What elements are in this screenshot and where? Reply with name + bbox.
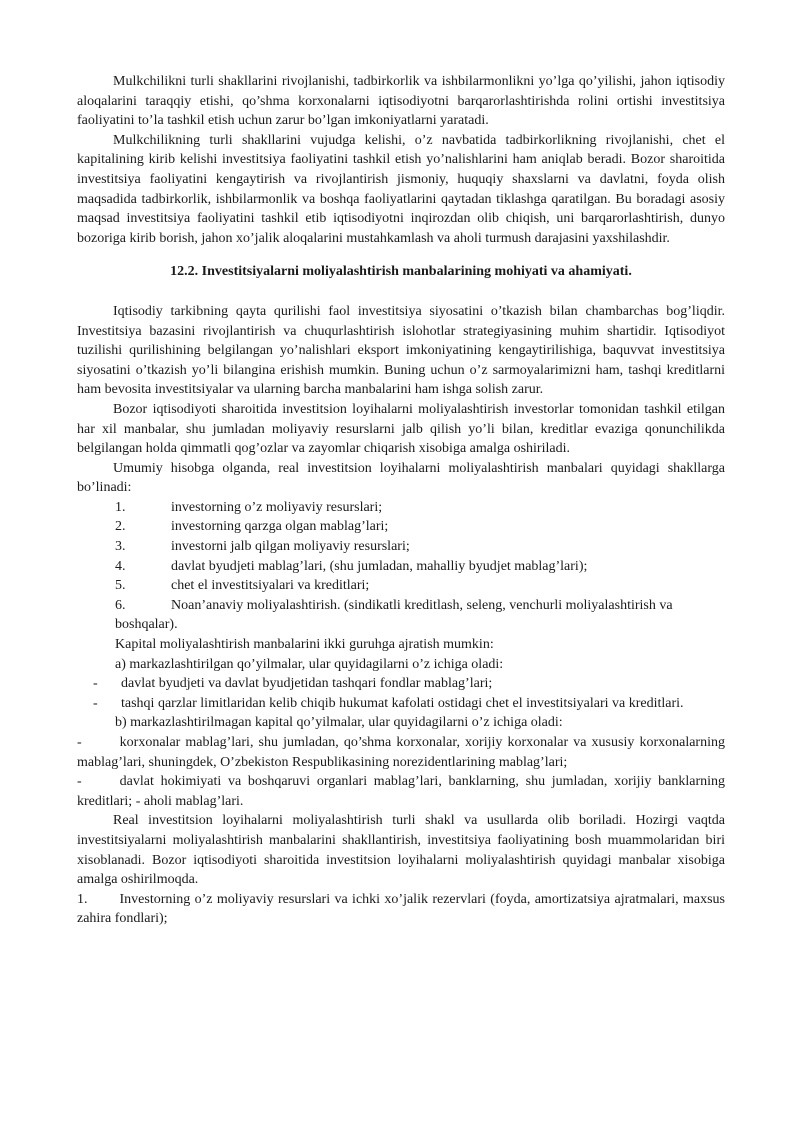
list-item: 5. chet el investitsiyalari va kreditlari;	[115, 578, 370, 594]
document-page	[77, 72, 725, 929]
list-item: - davlat byudjeti va davlat byudjetidan tashqari fondlar mablag’lari;	[93, 676, 493, 692]
paragraph-7: a) markazlashtirilgan qo’yilmalar, ular quyidagilarni o’z ichiga oladi:	[115, 656, 504, 672]
list-item: 2. investorning qarzga olgan mablag’lari;	[115, 519, 389, 535]
paragraph-6: Kapital moliyalashtirish manbalarini ikki guruhga ajratish mumkin:	[115, 637, 494, 653]
centralized-list	[77, 674, 725, 713]
list-item: - korxonalar mablag’lari, shu jumladan, qo’shma korxonalar, xorijiy korxonalar va xususiy korxonalarning mablag’lari, shuningdek, O’zbekiston Respublikasining norezidentlarining mablag’lari;	[77, 735, 725, 770]
financing-sources-list	[77, 498, 725, 635]
list-item: - tashqi qarzlar limitlaridan kelib chiqib hukumat kafolati ostidagi chet el investitsiyalari va kreditlari.	[93, 695, 684, 711]
list-item: 1. investorning o’z moliyaviy resurslari;	[115, 499, 383, 515]
list-item: 3. investorni jalb qilgan moliyaviy resurslari;	[115, 539, 410, 555]
decentralized-list	[77, 733, 725, 811]
paragraph-9: Real investitsion loyihalarni moliyalashtirish turli shakl va usullarda olib boriladi. Hozirgi vaqtda investitsiyalarni moliyalashtirish manbalarini shakllantirish, investitsiya faoliyatining bosh muammolaridan biri xisoblanadi. Bozor iqtisodiyoti sharoitida investitsion loyihalarni moliyalashtirish quyidagi manbalar xisobiga amalga oshirilmoqda.	[77, 813, 725, 888]
paragraph-1: Mulkchilikni turli shakllarini rivojlanishi, tadbirkorlik va ishbilarmonlikni yo’lga qo’yilishi, jahon iqtisodiy aloqalarini taraqqiy etishi, qo’shma korxonalarni iqtisodiyotni barqarorlashtirishda rolini ortishi investitsiya faoliyatini to’la tashkil etish uchun zarur bo’lgan imkoniyatlarni yaratadi.	[77, 74, 725, 129]
paragraph-3: Iqtisodiy tarkibning qayta qurilishi faol investitsiya siyosatini o’tkazish bilan chambarchas bog’liqdir. Investitsiya bazasini rivojlantirish va chuqurlashtirish islohotlar strategiyasining muhim shartidir. Iqtisodiyot tuzilishi qurilishining belgilangan yo’nalishlari eksport imkoniyatining kengaytirilishiga, baquvvat investitsiya siyosatini o’tkazish yo’li bilangina erishish mumkin. Buning uchun o’z sarmoyalarimizni ham, tashqi kreditlarni ham bevosita investitsiyalar va ularning barcha manbalarini ham ishga solish zarur.	[77, 303, 725, 398]
list-item: 4. davlat byudjeti mablag’lari, (shu jumladan, mahalliy byudjet mablag’lari);	[115, 558, 588, 574]
list-item: 6. Noan’anaviy moliyalashtirish. (sindikatli kreditlash, seleng, venchurli moliyalashtirish va boshqalar).	[115, 597, 673, 633]
list-item: - davlat hokimiyati va boshqaruvi organlari mablag’lari, banklarning, shu jumladan, xorijiy banklarning kreditlari; - aholi mablag’lari.	[77, 774, 725, 809]
paragraph-5: Umumiy hisobga olganda, real investitsion loyihalarni moliyalashtirish manbalari quyidagi shakllarga bo’linadi:	[77, 460, 725, 496]
section-heading: 12.2. Investitsiyalarni moliyalashtirish manbalarining mohiyati va ahamiyati.	[170, 264, 632, 280]
paragraph-4: Bozor iqtisodiyoti sharoitida investitsion loyihalarni moliyalashtirish investorlar tomonidan tashkil etilgan har xil manbalar, shu jumladan moliyaviy resurslarni jalb qilish yo’li bilan, kreditlar evaziga qonunchilikda belgilangan holda qimmatli qog’ozlar va zayomlar chiqarish xisobiga amalga oshiriladi.	[77, 401, 725, 457]
paragraph-8: b) markazlashtirilmagan kapital qo’yilmalar, ular quyidagilarni o’z ichiga oladi:	[115, 715, 563, 731]
paragraph-2: Mulkchilikning turli shakllarini vujudga kelishi, o’z navbatida tadbirkorlikning rivojlanishi, chet el kapitalining kirib kelishi investitsiya faoliyatini tashkil etish yo’nalishlarini ham aniqlab beradi. Bozor sharoitida investitsiya faoliyatini kengaytirish va rivojlantirish jismoniy, huquqiy shaxslarni va davlatni, foyda olish maqsadida tadbirkorlik, ishbilarmonlik va boshqa faoliyatlarini qaytadan tiklashga qaratilgan. Bu boradagi asosiy maqsad investitsiya faoliyatini tashkil etib iqtisodiyotni inqirozdan olib chiqish, uni barqarorlashtirish, dunyo bozoriga kirib borish, jahon xo’jalik aloqalarini mustahkamlash va aholi turmush darajasini yaxshilashdir.	[77, 132, 725, 246]
final-list-item: 1. Investorning o’z moliyaviy resurslari va ichki xo’jalik rezervlari (foyda, amortizatsiya ajratmalari, maxsus zahira fondlari);	[77, 891, 725, 927]
